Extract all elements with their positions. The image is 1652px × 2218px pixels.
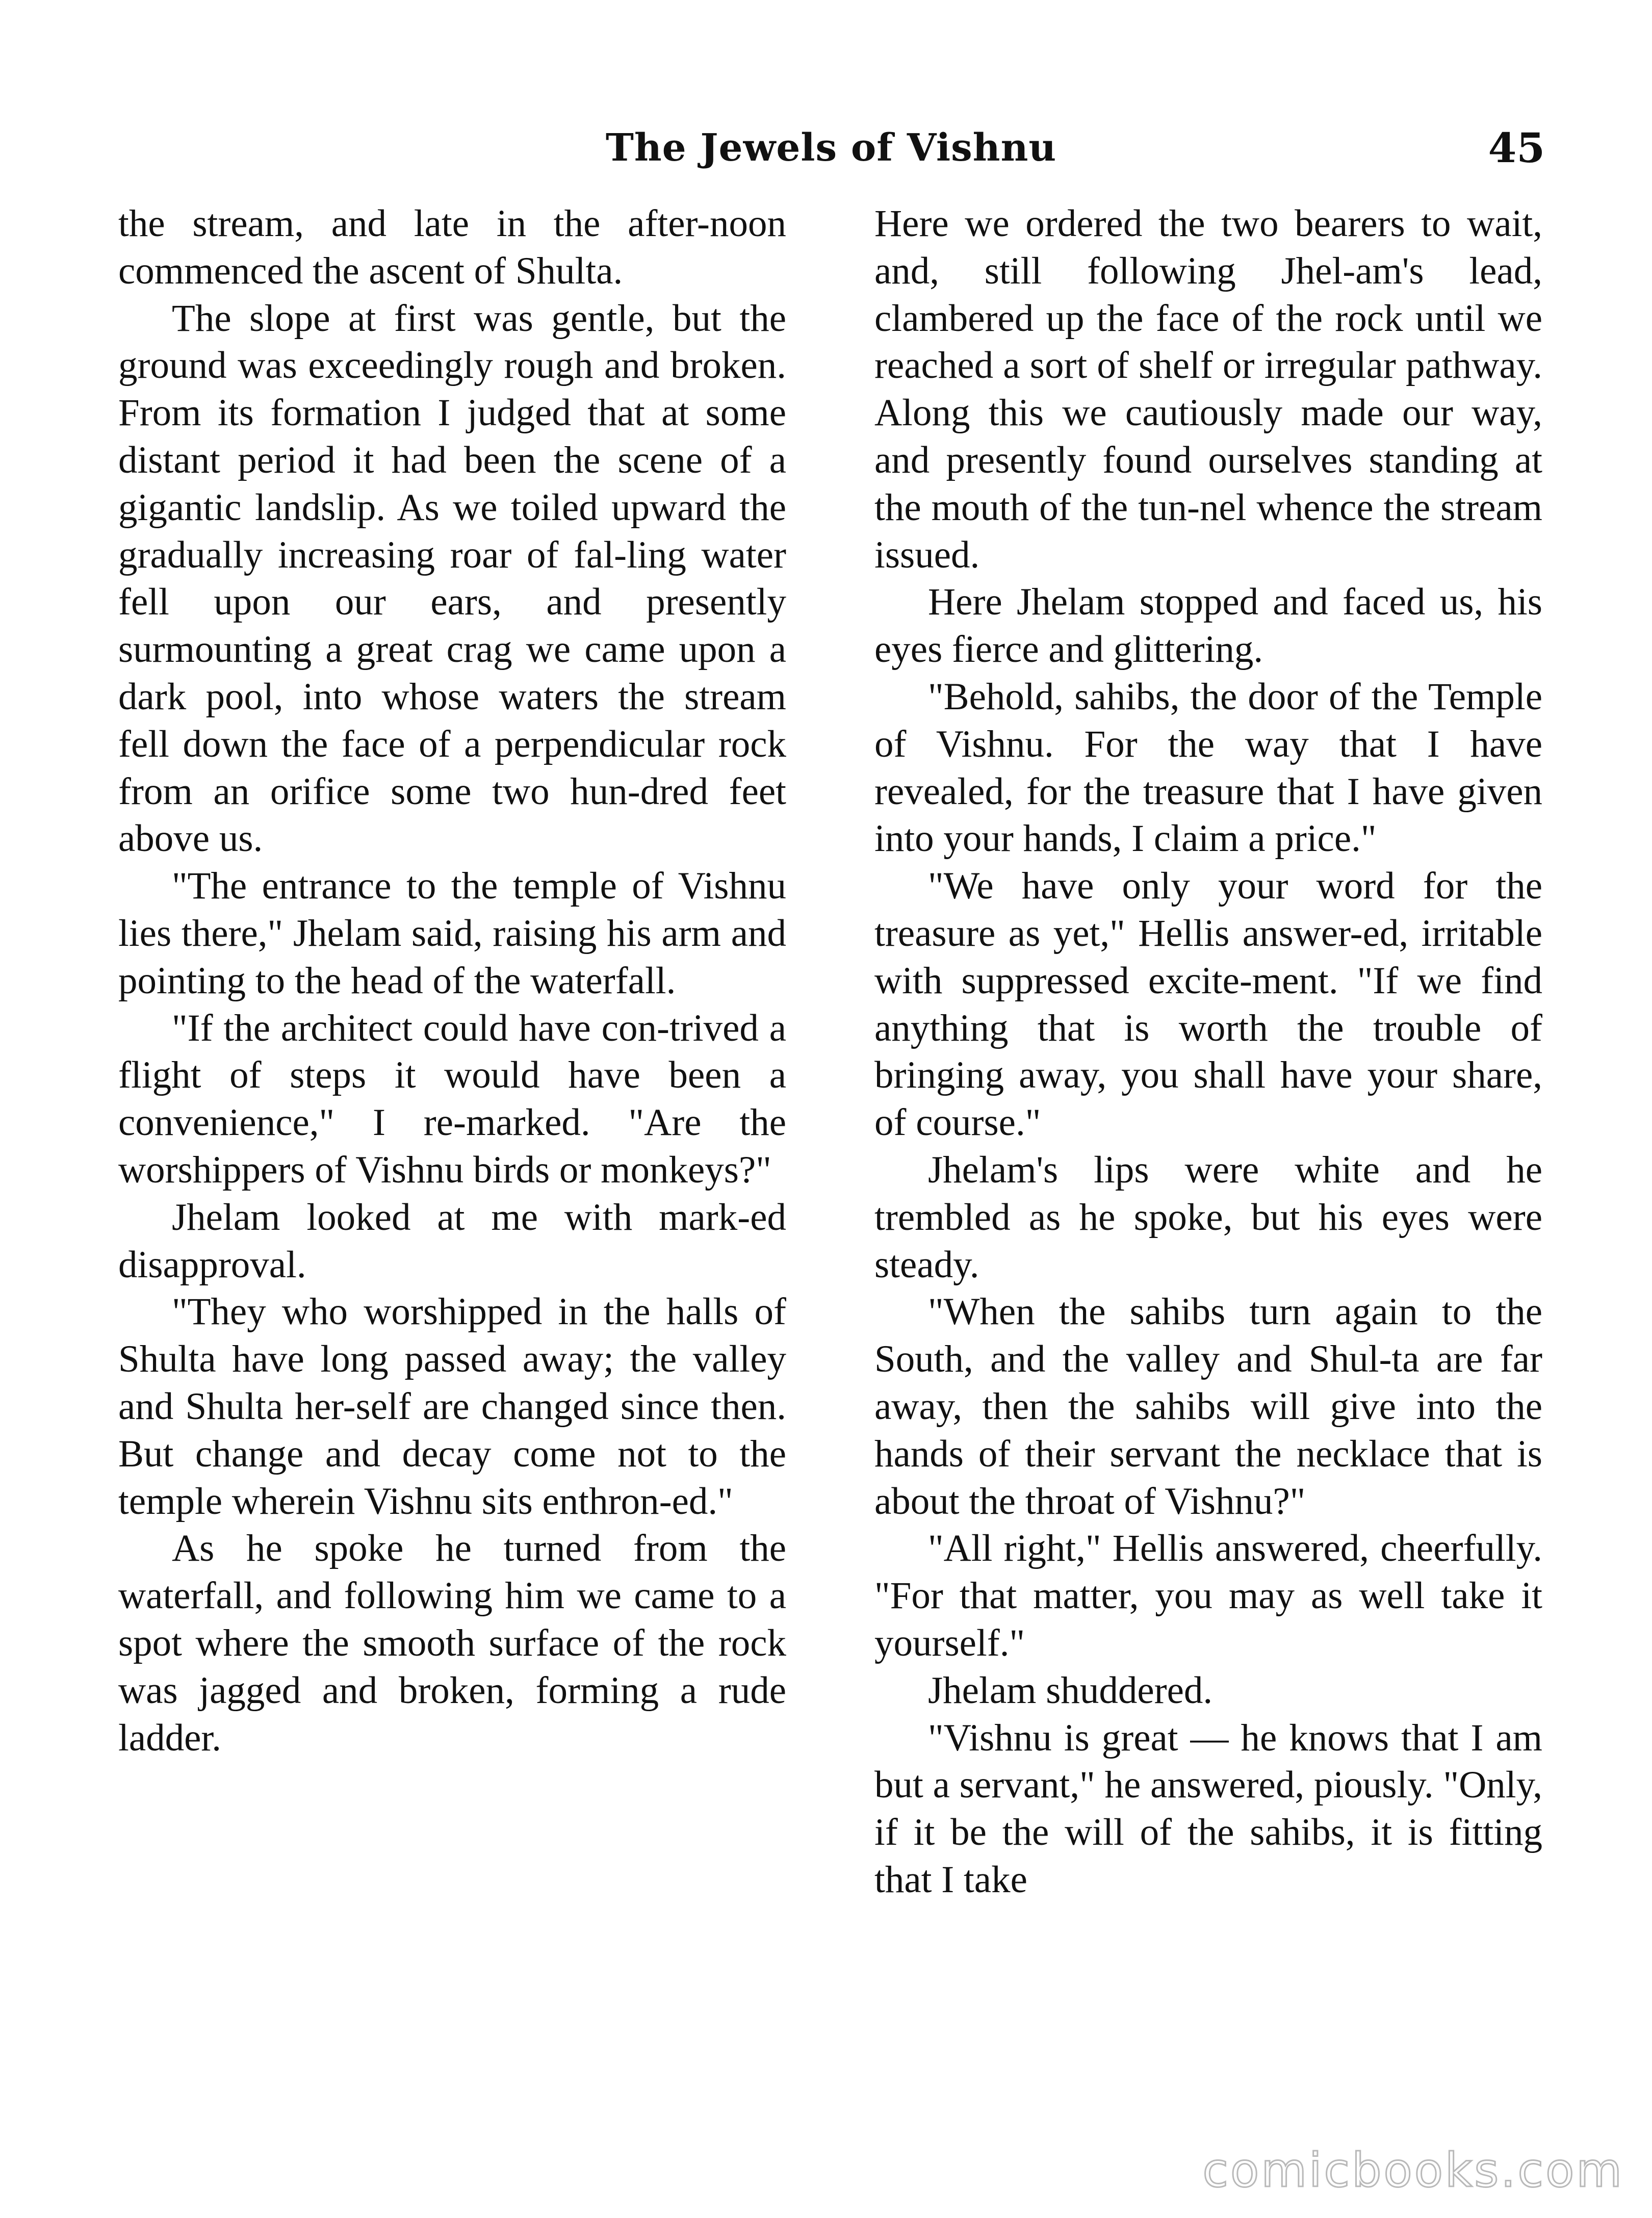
paragraph: Jhelam's lips were white and he trembled as he spoke, but his eyes were steady. [874, 1148, 1542, 1286]
running-title: The Jewels of Vishnu [605, 126, 1057, 170]
paragraph: Jhelam shuddered. [928, 1669, 1213, 1712]
paragraph: As he spoke he turned from the waterfall, and following him we came to a spot where the smooth surface of the rock was jagged and broken, forming a rude ladder. [118, 1527, 786, 1759]
right-text-column [874, 200, 1542, 1904]
paragraph: the stream, and late in the after-noon commenced the ascent of Shulta. [118, 202, 786, 292]
site-watermark: comicbooks.com [1202, 2143, 1624, 2198]
page-number: 45 [1488, 124, 1545, 172]
paragraph: "When the sahibs turn again to the South, and the valley and Shul-ta are far away, then the sahibs will give into the hands of their servant the necklace that is about the throat of Vishnu?" [874, 1291, 1542, 1523]
paragraph: "If the architect could have con-trived a flight of steps it would have been a convenience," I re-marked. "Are the worshippers of Vishnu birds or monkeys?" [118, 1007, 786, 1191]
paragraph: "They who worshipped in the halls of Shulta have long passed away; the valley and Shulta her-self are changed since then. But change and decay come not to the temple wherein Vishnu sits enthron-ed." [118, 1291, 786, 1523]
paragraph: Here we ordered the two bearers to wait, and, still following Jhel-am's lead, clambered up the face of the rock until we reached a sort of shelf or irregular pathway. Along this we cautiously made our way, and presently found ourselves standing at the mouth of the tun-nel whence the stream issued. [874, 202, 1542, 576]
running-head [117, 120, 1545, 181]
left-text-column [118, 200, 786, 1762]
paragraph: "The entrance to the temple of Vishnu lies there," Jhelam said, raising his arm and pointing to the head of the waterfall. [118, 865, 786, 1002]
paragraph: "Vishnu is great — he knows that I am but a servant," he answered, piously. "Only, if it be the will of the sahibs, it is fitting that I take [874, 1716, 1542, 1901]
paragraph: Jhelam looked at me with mark-ed disapproval. [118, 1196, 786, 1286]
paragraph: "We have only your word for the treasure as yet," Hellis answer-ed, irritable with suppressed excite-ment. "If we find anything that is worth the trouble of bringing away, you shall have your share, of course." [874, 865, 1542, 1144]
paragraph: Here Jhelam stopped and faced us, his eyes fierce and glittering. [874, 581, 1542, 671]
paragraph: "Behold, sahibs, the door of the Temple of Vishnu. For the way that I have revealed, for the treasure that I have given into your hands, I claim a price." [874, 675, 1542, 860]
paragraph: "All right," Hellis answered, cheerfully. "For that matter, you may as well take it yourself." [874, 1527, 1542, 1664]
paragraph: The slope at first was gentle, but the ground was exceedingly rough and broken. From its formation I judged that at some distant period it had been the scene of a gigantic landslip. As we toiled upward the gradually increasing roar of fal-ling water fell upon our ears, and presently surmounting a great crag we came upon a dark pool, into whose waters the stream fell down the face of a perpendicular rock from an orifice some two hun-dred feet above us. [118, 297, 786, 860]
